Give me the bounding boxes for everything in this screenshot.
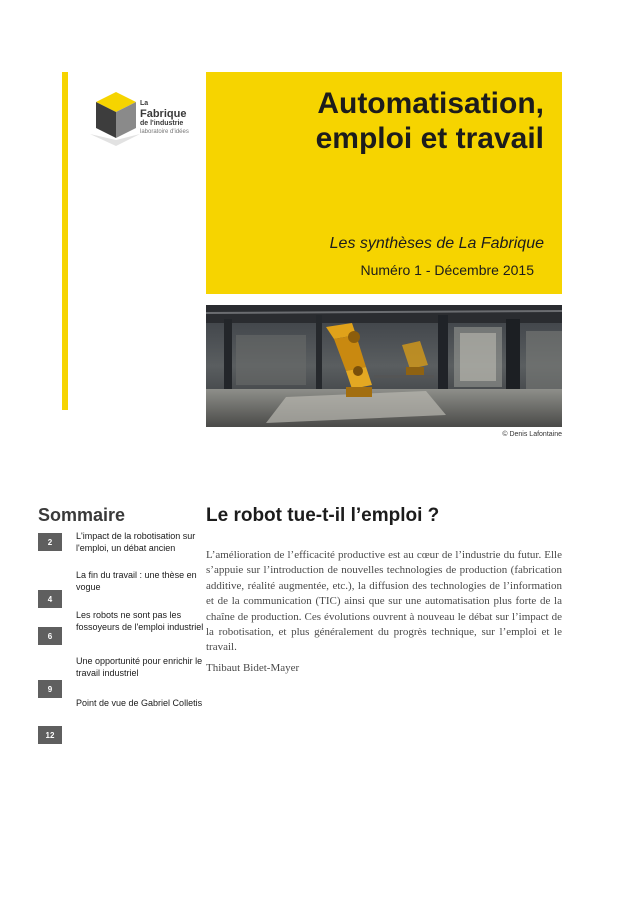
toc-page-number: 6: [38, 627, 62, 645]
toc-item-text: L'impact de la robotisation sur l'emploi, un débat ancien: [76, 531, 196, 553]
factory-robot-photo: [206, 305, 562, 427]
photo-credit: © Denis Lafontaine: [502, 431, 562, 438]
logo-line-fabrique: Fabrique: [140, 107, 187, 120]
yellow-accent-bar: [62, 72, 68, 410]
sommaire-heading: Sommaire: [38, 505, 126, 525]
toc-item-text: Point de vue de Gabriel Colletis: [76, 698, 203, 708]
logo-line-industrie: de l'industrie: [140, 119, 184, 127]
toc-item-text: Une opportunité pour enrichir le travail industriel: [76, 656, 203, 678]
article-title: Le robot tue-t-il l’emploi ?: [206, 505, 440, 526]
cube-logo-icon: [90, 88, 140, 146]
article-author: Thibaut Bidet-Mayer: [206, 662, 300, 674]
toc-page-number: 4: [38, 590, 62, 608]
title-line-1: Automatisation,: [317, 87, 544, 120]
toc-item-text: Les robots ne sont pas les fossoyeurs de l'emploi industriel: [76, 610, 204, 632]
title-line-2: emploi et travail: [315, 122, 544, 156]
issue-number: Numéro 1 - Décembre 2015: [360, 262, 534, 278]
series-subtitle: Les synthèses de La Fabrique: [329, 235, 544, 252]
logo-line-la: La: [140, 100, 149, 107]
toc-page-number: 12: [38, 726, 62, 744]
hero-banner: [206, 72, 562, 294]
document-title: [316, 86, 544, 156]
logo-tagline: laboratoire d'idées: [140, 129, 189, 136]
toc-page-number: 9: [38, 680, 62, 698]
toc-page-number: 2: [38, 533, 62, 551]
article-body: L’amélioration de l’efficacité productive est au cœur de l’industrie du futur. Elle s’appuie sur l’introduction de nouvelles technologies de production (fabrication additive, réalité augmentée, etc.), la diffusion des technologies de l’information et de la communication (TIC) ainsi que sur une automatisation plus forte de la chaîne de production. Ces évolutions ouvrent à nouveau le débat sur l’impact de la robotisation, et plus généralement du progrès technique, sur l’emploi et le travail.: [206, 549, 562, 654]
toc-item-text: La fin du travail : une thèse en vogue: [76, 570, 197, 592]
fabrique-logo: [90, 88, 200, 146]
